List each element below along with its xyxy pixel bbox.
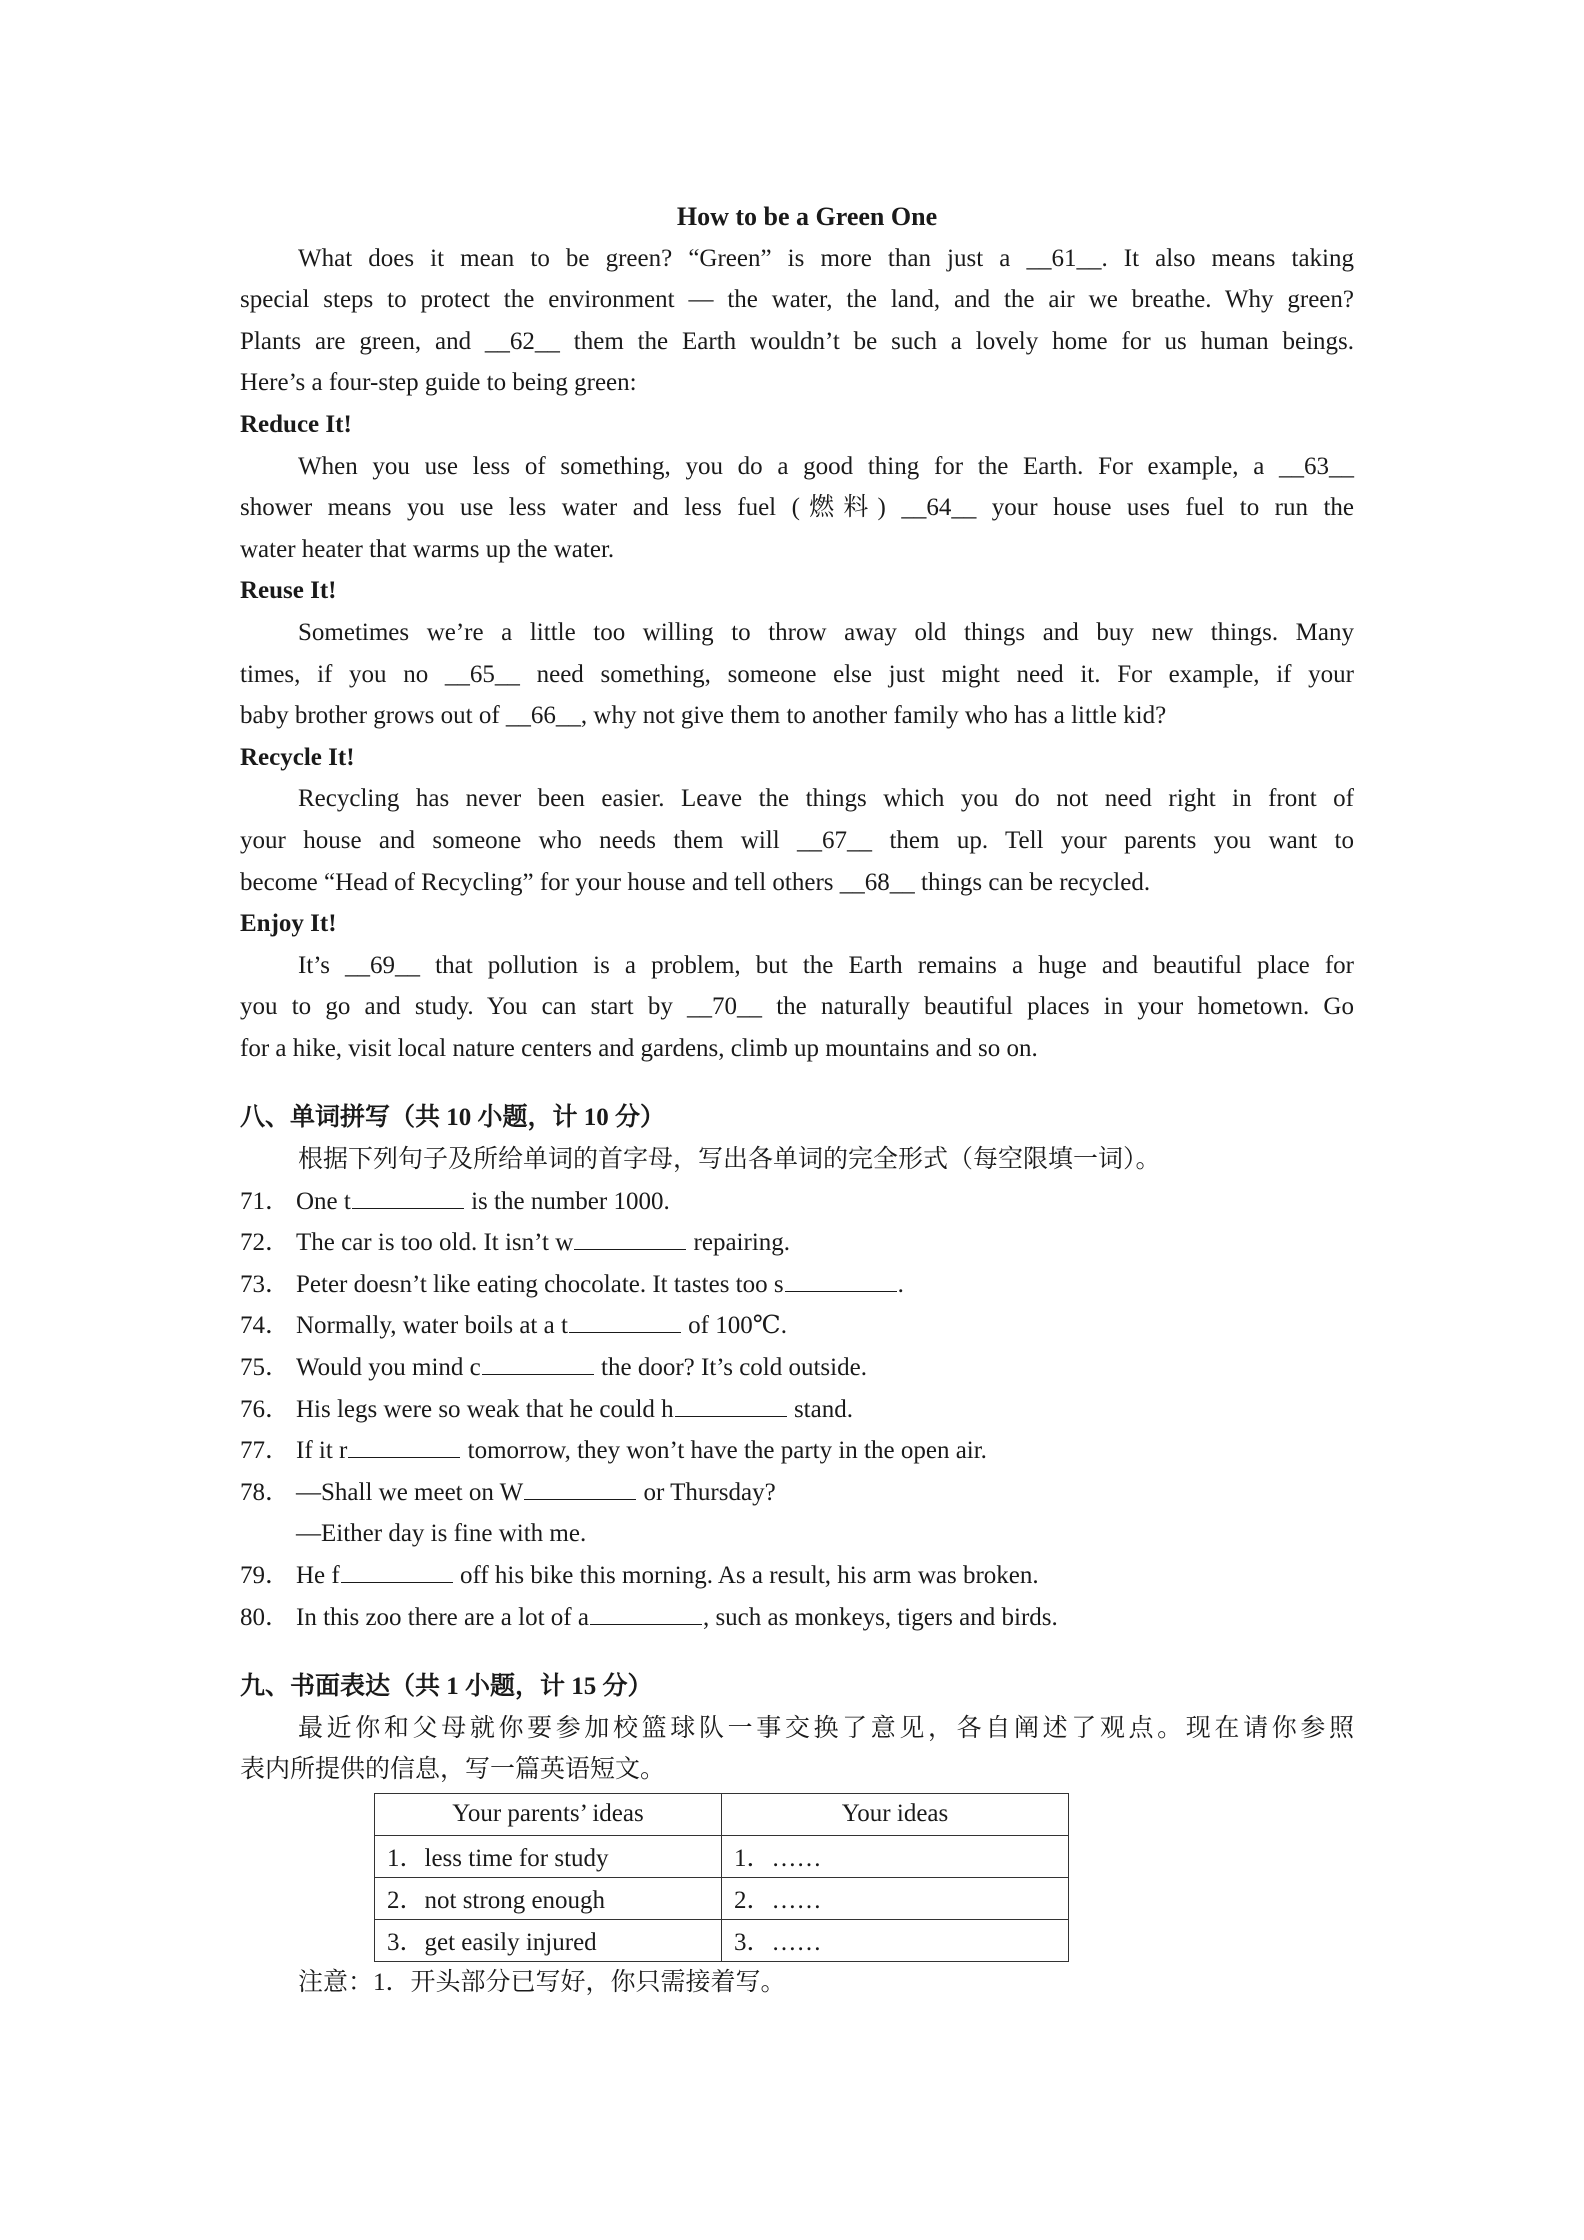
answer-blank[interactable] bbox=[348, 1435, 460, 1458]
question-text: —Shall we meet on W bbox=[296, 1478, 524, 1506]
table-header: Your ideas bbox=[722, 1793, 1069, 1835]
question-text: Normally, water boils at a t bbox=[296, 1312, 568, 1340]
answer-blank[interactable] bbox=[341, 1560, 453, 1583]
table-cell: 3．get easily injured bbox=[375, 1919, 722, 1961]
question-78 bbox=[240, 1472, 1354, 1514]
section9-instruction: 表内所提供的信息，写一篇英语短文。 bbox=[240, 1756, 666, 1784]
question-80 bbox=[240, 1597, 1354, 1639]
passage-line: you to go and study. You can start by __70__ the naturally beautiful places in your hometown. Go bbox=[240, 993, 1354, 1021]
table-cell: 1．less time for study bbox=[375, 1835, 722, 1877]
passage-line: become “Head of Recycling” for your house and tell others __68__ things can be recycled. bbox=[240, 868, 1151, 896]
table-row bbox=[375, 1835, 1069, 1877]
question-text: Would you mind c bbox=[296, 1354, 481, 1382]
question-text: repairing. bbox=[687, 1229, 791, 1257]
question-78-reply: —Either day is fine with me. bbox=[296, 1520, 587, 1548]
answer-blank[interactable] bbox=[524, 1477, 636, 1500]
section9-title: 九、书面表达（共 1 小题，计 15 分） bbox=[240, 1673, 653, 1701]
passage-line: shower means you use less water and less fuel (燃料) __64__ your house uses fuel to run the bbox=[240, 494, 1354, 522]
question-71 bbox=[240, 1181, 1354, 1223]
passage-title: How to be a Green One bbox=[676, 202, 938, 231]
section8-instruction: 根据下列句子及所给单词的首字母，写出各单词的完全形式（每空限填一词）。 bbox=[298, 1146, 1161, 1174]
passage-line: your house and someone who needs them will __67__ them up. Tell your parents you want to bbox=[240, 826, 1354, 854]
question-75 bbox=[240, 1347, 1354, 1389]
question-number: 75． bbox=[240, 1354, 291, 1382]
passage-line: for a hike, visit local nature centers and gardens, climb up mountains and so on. bbox=[240, 1034, 1038, 1062]
passage-line: times, if you no __65__ need something, someone else just might need it. For example, if your bbox=[240, 660, 1354, 688]
passage-intro-line: Here’s a four-step guide to being green: bbox=[240, 369, 637, 397]
section-heading-enjoy: Enjoy It! bbox=[240, 910, 337, 938]
question-text: He f bbox=[296, 1562, 340, 1589]
question-number: 73． bbox=[240, 1270, 291, 1298]
answer-blank[interactable] bbox=[352, 1186, 464, 1209]
passage-line: It’s __69__ that pollution is a problem, but the Earth remains a huge and beautiful place for bbox=[298, 951, 1354, 979]
question-text: In this zoo there are a lot of a bbox=[296, 1603, 589, 1631]
question-77 bbox=[240, 1430, 1354, 1472]
answer-blank[interactable] bbox=[675, 1394, 787, 1417]
question-72 bbox=[240, 1222, 1354, 1264]
answer-blank[interactable] bbox=[482, 1352, 594, 1375]
passage-line: baby brother grows out of __66__, why not give them to another family who has a little kid? bbox=[240, 702, 1167, 730]
question-number: 74． bbox=[240, 1312, 291, 1340]
question-text: The car is too old. It isn’t w bbox=[296, 1229, 574, 1257]
question-number: 76． bbox=[240, 1395, 291, 1423]
question-text: off his bike this morning. As a result, his arm was broken. bbox=[453, 1562, 1039, 1589]
table-cell: 3．…… bbox=[722, 1919, 1069, 1961]
section9-note: 注意：1．开头部分已写好，你只需接着写。 bbox=[298, 1968, 786, 1996]
question-number: 80． bbox=[240, 1603, 291, 1631]
table-header: Your parents’ ideas bbox=[375, 1793, 722, 1835]
table-row bbox=[375, 1877, 1069, 1919]
answer-blank[interactable] bbox=[785, 1269, 897, 1292]
table-row bbox=[375, 1919, 1069, 1961]
question-text: tomorrow, they won’t have the party in the open air. bbox=[461, 1437, 987, 1465]
question-number: 77． bbox=[240, 1437, 291, 1465]
question-76 bbox=[240, 1389, 1354, 1431]
question-text: , such as monkeys, tigers and birds. bbox=[702, 1603, 1058, 1631]
question-text: Peter doesn’t like eating chocolate. It tastes too s bbox=[296, 1270, 784, 1298]
question-number: 71． bbox=[240, 1187, 291, 1215]
question-text: His legs were so weak that he could h bbox=[296, 1395, 674, 1423]
question-number: 78． bbox=[240, 1478, 291, 1506]
question-text: One t bbox=[296, 1187, 351, 1215]
section-heading-reduce: Reduce It! bbox=[240, 410, 352, 438]
passage-line: Recycling has never been easier. Leave the things which you do not need right in front of bbox=[298, 785, 1354, 813]
question-number: 79． bbox=[240, 1562, 291, 1589]
passage-intro-line: special steps to protect the environment — the water, the land, and the air we breathe. Why green? bbox=[240, 286, 1354, 314]
passage-line: Sometimes we’re a little too willing to throw away old things and buy new things. Many bbox=[298, 618, 1354, 646]
section9-instruction: 最近你和父母就你要参加校篮球队一事交换了意见，各自阐述了观点。现在请你参照 bbox=[298, 1714, 1354, 1742]
answer-blank[interactable] bbox=[590, 1602, 702, 1625]
section8-title: 八、单词拼写（共 10 小题，计 10 分） bbox=[240, 1104, 666, 1132]
passage-line: water heater that warms up the water. bbox=[240, 535, 615, 563]
table-header-row bbox=[375, 1793, 1069, 1835]
passage-intro-line: What does it mean to be green? “Green” is more than just a __61__. It also means taking bbox=[298, 244, 1354, 272]
answer-blank[interactable] bbox=[574, 1227, 686, 1250]
answer-blank[interactable] bbox=[569, 1310, 681, 1333]
section-heading-reuse: Reuse It! bbox=[240, 577, 337, 605]
question-74 bbox=[240, 1305, 1354, 1347]
question-text: or Thursday? bbox=[637, 1478, 776, 1506]
table-cell: 2．…… bbox=[722, 1877, 1069, 1919]
question-text: stand. bbox=[787, 1395, 853, 1423]
question-79 bbox=[240, 1555, 1354, 1597]
question-text: . bbox=[897, 1270, 904, 1298]
question-text: is the number 1000. bbox=[464, 1187, 670, 1215]
ideas-table bbox=[374, 1793, 1069, 1962]
section-heading-recycle: Recycle It! bbox=[240, 743, 355, 771]
passage-intro-line: Plants are green, and __62__ them the Earth wouldn’t be such a lovely home for us human beings. bbox=[240, 327, 1354, 355]
question-text: of 100℃. bbox=[681, 1312, 787, 1340]
question-text: If it r bbox=[296, 1437, 348, 1465]
passage-line: When you use less of something, you do a good thing for the Earth. For example, a __63__ bbox=[298, 452, 1354, 480]
question-text: the door? It’s cold outside. bbox=[594, 1354, 867, 1382]
table-cell: 1．…… bbox=[722, 1835, 1069, 1877]
table-cell: 2．not strong enough bbox=[375, 1877, 722, 1919]
question-number: 72． bbox=[240, 1229, 291, 1257]
question-73 bbox=[240, 1264, 1354, 1306]
